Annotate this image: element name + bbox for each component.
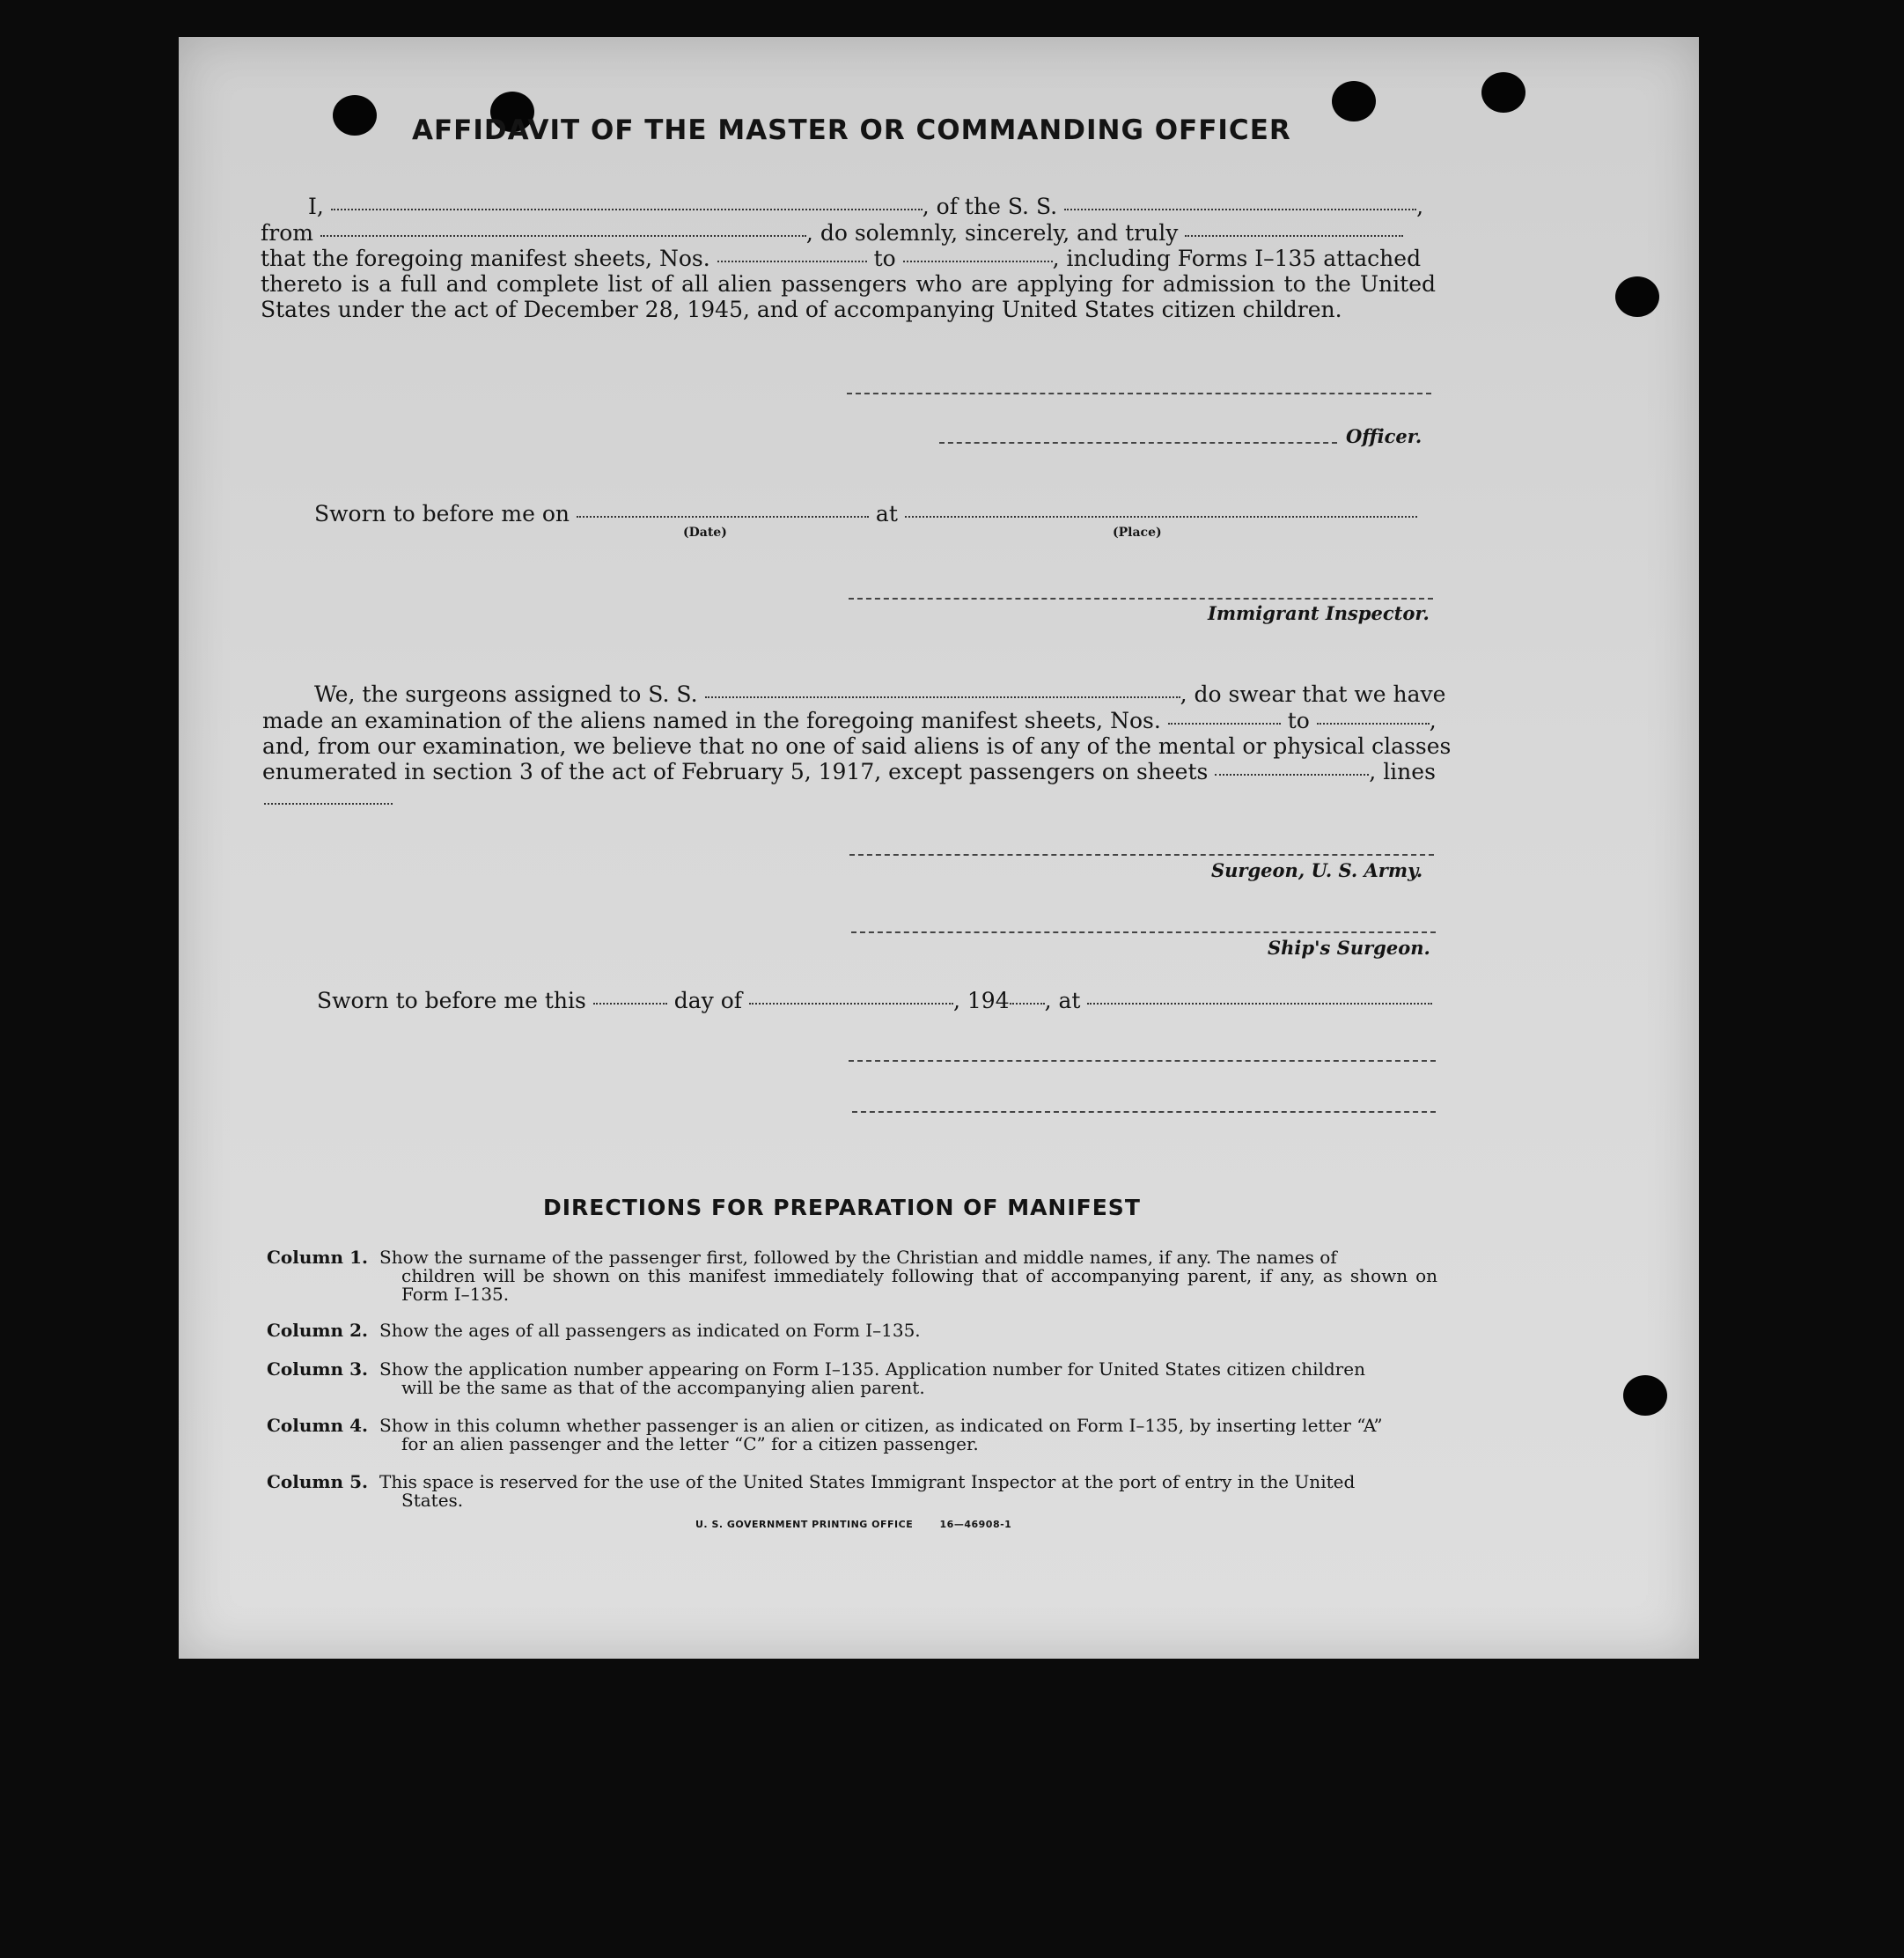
affidavit-line-4: thereto is a full and complete list of all alien passengers who are applying for admission to the United — [261, 271, 1436, 297]
date-caption: (Date) — [683, 526, 727, 540]
direction-item-3 — [267, 1360, 1437, 1397]
punch-hole — [333, 95, 377, 136]
sworn-day-field[interactable] — [593, 1003, 667, 1005]
text: , lines — [1369, 759, 1436, 784]
text: day of — [673, 988, 743, 1013]
ship-surgeon-label: Ship's Surgeon. — [1268, 937, 1430, 959]
text: , — [1429, 708, 1437, 733]
place-caption: (Place) — [1113, 526, 1162, 540]
punch-hole — [1615, 276, 1659, 317]
direction-label: Column 2. — [267, 1320, 368, 1341]
name-field[interactable] — [331, 209, 923, 210]
sworn-year-field[interactable] — [1010, 1003, 1045, 1005]
text: We, the surgeons assigned to S. S. — [314, 681, 698, 707]
direction-text: Show the ages of all passengers as indicated on Form I–135. — [379, 1320, 921, 1341]
text: enumerated in section 3 of the act of February 5, 1917, except passengers on sheets — [262, 759, 1209, 784]
direction-text-rest: States. — [401, 1490, 464, 1511]
surgeons-line-4 — [262, 759, 1436, 785]
surgeons-line-2 — [262, 708, 1437, 734]
printer-name: U. S. GOVERNMENT PRINTING OFFICE — [695, 1519, 914, 1530]
direction-label: Column 4. — [267, 1415, 368, 1436]
affidavit-line-1 — [308, 194, 1423, 220]
direction-label: Column 3. — [267, 1358, 368, 1380]
text: Sworn to before me this — [317, 988, 586, 1013]
ship-name-field[interactable] — [1064, 209, 1416, 210]
direction-text: This space is reserved for the use of the United States Immigrant Inspector at the port of entry in the United — [379, 1471, 1356, 1492]
text: , 194 — [953, 988, 1010, 1013]
sworn-date-field[interactable] — [577, 516, 869, 518]
text: to — [873, 246, 896, 271]
sworn2-place-field[interactable] — [1087, 1003, 1432, 1005]
direction-item-2 — [267, 1321, 1437, 1340]
direction-item-4 — [267, 1417, 1437, 1454]
directions-title: DIRECTIONS FOR PREPARATION OF MANIFEST — [543, 1195, 1141, 1220]
direction-text: Show the surname of the passenger first, followed by the Christian and middle names, if any. The names of — [379, 1247, 1337, 1268]
text: , do swear that we have — [1180, 681, 1446, 707]
text: at — [875, 501, 898, 526]
text: Sworn to before me on — [314, 501, 570, 526]
text: , including Forms I–135 attached — [1052, 246, 1422, 271]
army-surgeon-signature-line[interactable] — [849, 854, 1434, 856]
text: that the foregoing manifest sheets, Nos. — [261, 246, 710, 271]
affidavit-line-3 — [261, 246, 1421, 272]
sworn-line-1 — [314, 501, 1417, 527]
affidavit-line-2 — [261, 220, 1403, 247]
punch-hole — [1623, 1375, 1667, 1416]
oath-field[interactable] — [1185, 235, 1403, 237]
form-number: 16—46908-1 — [939, 1519, 1012, 1530]
direction-item-1 — [267, 1248, 1437, 1304]
sworn-signature-line-1[interactable] — [849, 1060, 1436, 1062]
text: made an examination of the aliens named in the foregoing manifest sheets, Nos. — [262, 708, 1161, 733]
master-signature-line[interactable] — [847, 393, 1431, 394]
sheet-from-field[interactable] — [717, 261, 867, 262]
text: , at — [1044, 988, 1081, 1013]
sworn-month-field[interactable] — [749, 1003, 953, 1005]
surgeons-line-3: and, from our examination, we believe that no one of said aliens is of any of the mental or physical classes — [262, 733, 1452, 759]
text: , of the S. S. — [922, 194, 1058, 219]
text: , — [1416, 194, 1424, 219]
ship-surgeon-signature-line[interactable] — [851, 931, 1436, 933]
officer-label: Officer. — [1346, 425, 1422, 447]
inspector-signature-line[interactable] — [849, 598, 1433, 600]
direction-text-rest: children will be shown on this manifest immediately following that of accompanying parent, if any, as shown on Form I–135. — [401, 1265, 1437, 1305]
army-surgeon-label: Surgeon, U. S. Army. — [1211, 859, 1423, 881]
exception-lines-field[interactable] — [264, 803, 393, 805]
sworn-signature-line-2[interactable] — [852, 1111, 1436, 1113]
direction-text: Show the application number appearing on Form I–135. Application number for United States citizen children — [379, 1358, 1365, 1380]
direction-label: Column 1. — [267, 1247, 368, 1268]
surgeon-ship-field[interactable] — [705, 696, 1180, 698]
text: to — [1287, 708, 1310, 733]
exception-sheets-field[interactable] — [1215, 774, 1369, 776]
direction-text: Show in this column whether passenger is an alien or citizen, as indicated on Form I–135, by inserting letter “A” — [379, 1415, 1383, 1436]
punch-hole — [1481, 72, 1525, 113]
surgeons-line-1 — [314, 681, 1445, 708]
direction-text-rest: will be the same as that of the accompanying alien parent. — [401, 1377, 925, 1398]
sheet-to-field[interactable] — [903, 261, 1053, 262]
text: , do solemnly, sincerely, and truly — [805, 220, 1179, 246]
direction-text-rest: for an alien passenger and the letter “C” for a citizen passenger. — [401, 1433, 979, 1454]
inspector-label: Immigrant Inspector. — [1208, 602, 1430, 624]
surgeon-sheet-to-field[interactable] — [1317, 723, 1430, 725]
from-port-field[interactable] — [320, 235, 806, 237]
punch-hole — [1332, 81, 1376, 121]
direction-label: Column 5. — [267, 1471, 368, 1492]
affidavit-title: AFFIDAVIT OF THE MASTER OR COMMANDING OFFICER — [412, 114, 1291, 146]
text: I, — [308, 194, 324, 219]
direction-item-5 — [267, 1473, 1437, 1510]
surgeon-sheet-from-field[interactable] — [1168, 723, 1281, 725]
sworn-line-2 — [317, 988, 1432, 1014]
affidavit-line-5: States under the act of December 28, 1945, and of accompanying United States citizen children. — [261, 297, 1342, 322]
officer-signature-line[interactable] — [939, 442, 1337, 444]
text: from — [261, 220, 313, 246]
sworn-place-field[interactable] — [905, 516, 1417, 518]
printer-imprint — [695, 1519, 1011, 1530]
